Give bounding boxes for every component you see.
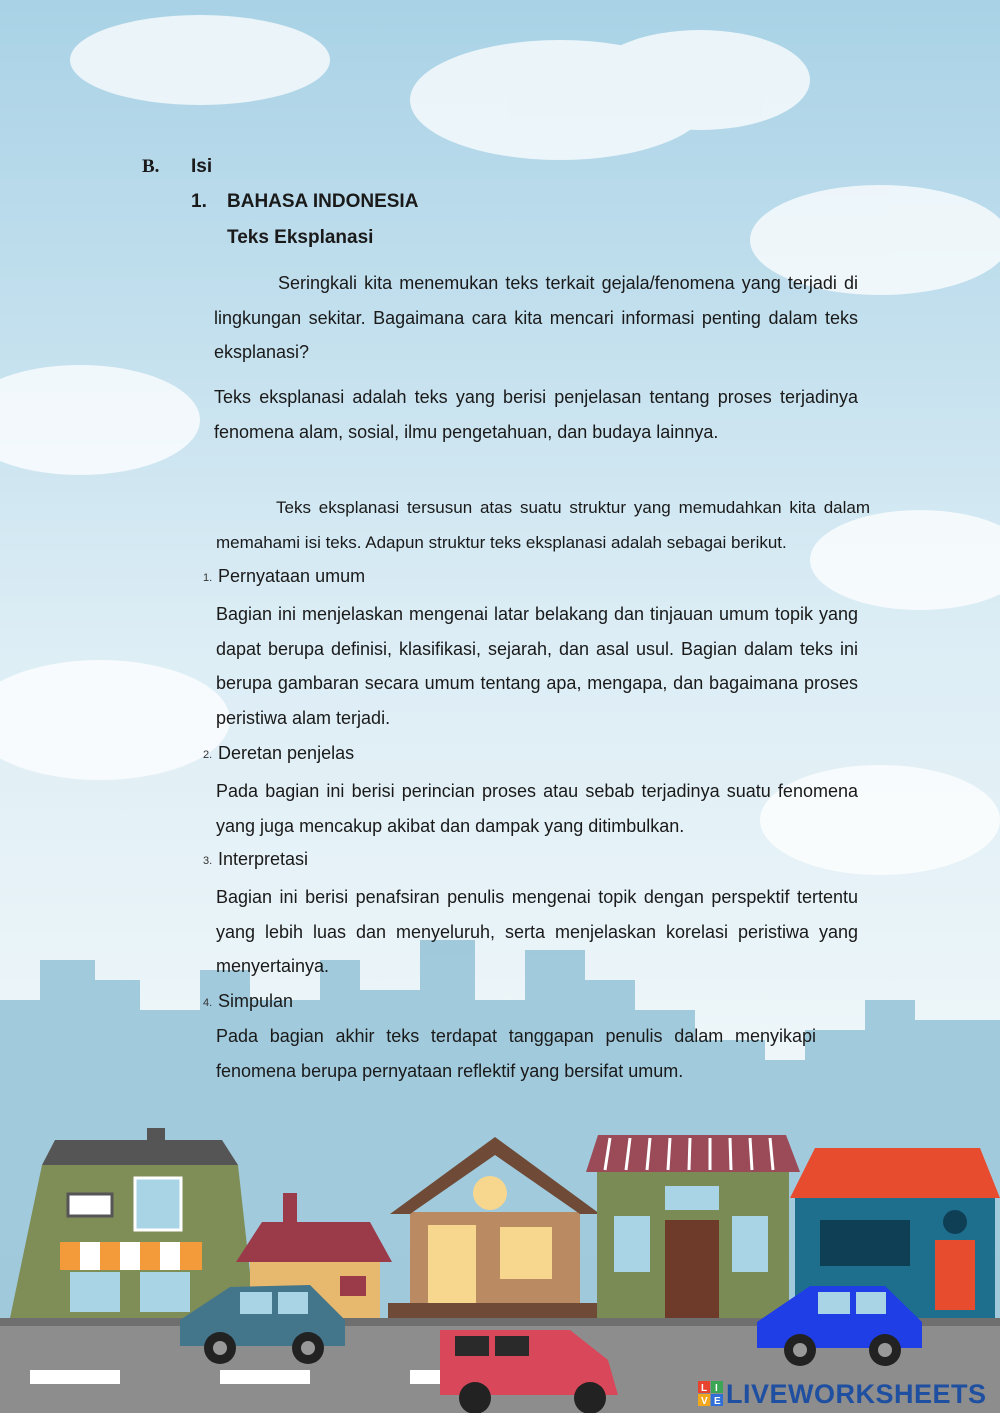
list-item-body: Bagian ini menjelaskan mengenai latar belakang dan tinjauan umum topik yang dapat berupa definisi, klasifikasi, sejarah, dan asal usul. Bagian dalam teks ini berupa gambaran secara umum tentang apa, mengapa, dan bagaimana proses peristiwa alam terjadi. bbox=[216, 604, 858, 728]
topic-title: Teks Eksplanasi bbox=[227, 227, 374, 248]
definition-paragraph: Teks eksplanasi adalah teks yang berisi penjelasan tentang proses terjadinya fenomena alam, sosial, ilmu pengetahuan, dan budaya lainnya. bbox=[214, 387, 858, 442]
logo-letter: L bbox=[701, 1383, 708, 1394]
list-item-title: Simpulan bbox=[218, 991, 294, 1011]
subsection-number: 1. bbox=[191, 191, 207, 212]
liveworksheets-brand: LIVEWORKSHEETS bbox=[726, 1379, 987, 1409]
logo-letter: E bbox=[714, 1396, 721, 1407]
list-item-body: Bagian ini berisi penafsiran penulis mengenai topik dengan perspektif tertentu yang lebih luas dan menyeluruh, serta menjelaskan korelasi peristiwa yang menyertainya. bbox=[216, 887, 858, 976]
section-letter: B. bbox=[142, 156, 160, 177]
logo-letter: V bbox=[701, 1396, 708, 1407]
list-number: 4. bbox=[203, 997, 213, 1009]
list-item-title: Interpretasi bbox=[218, 849, 309, 869]
list-number: 1. bbox=[203, 572, 213, 584]
list-item-title: Deretan penjelas bbox=[218, 743, 355, 763]
list-item-title: Pernyataan umum bbox=[218, 566, 366, 586]
list-item-body: Pada bagian ini berisi perincian proses atau sebab terjadinya suatu fenomena yang juga mencakup akibat dan dampak yang ditimbulkan. bbox=[216, 781, 858, 836]
list-number: 3. bbox=[203, 855, 213, 867]
logo-letter: I bbox=[715, 1383, 718, 1394]
intro-paragraph: Seringkali kita menemukan teks terkait gejala/fenomena yang terjadi di lingkungan sekitar. Bagaimana cara kita mencari informasi penting dalam teks eksplanasi? bbox=[214, 273, 858, 362]
subsection-title: BAHASA INDONESIA bbox=[227, 191, 419, 212]
section-title: Isi bbox=[191, 156, 213, 177]
list-item-body: Pada bagian akhir teks terdapat tanggapan penulis dalam menyikapi fenomena berupa pernyataan reflektif yang bersifat umum. bbox=[216, 1026, 816, 1081]
structure-intro-paragraph: Teks eksplanasi tersusun atas suatu struktur yang memudahkan kita dalam memahami isi teks. Adapun struktur teks eksplanasi adalah sebagai berikut. bbox=[216, 498, 870, 552]
list-number: 2. bbox=[203, 749, 213, 761]
